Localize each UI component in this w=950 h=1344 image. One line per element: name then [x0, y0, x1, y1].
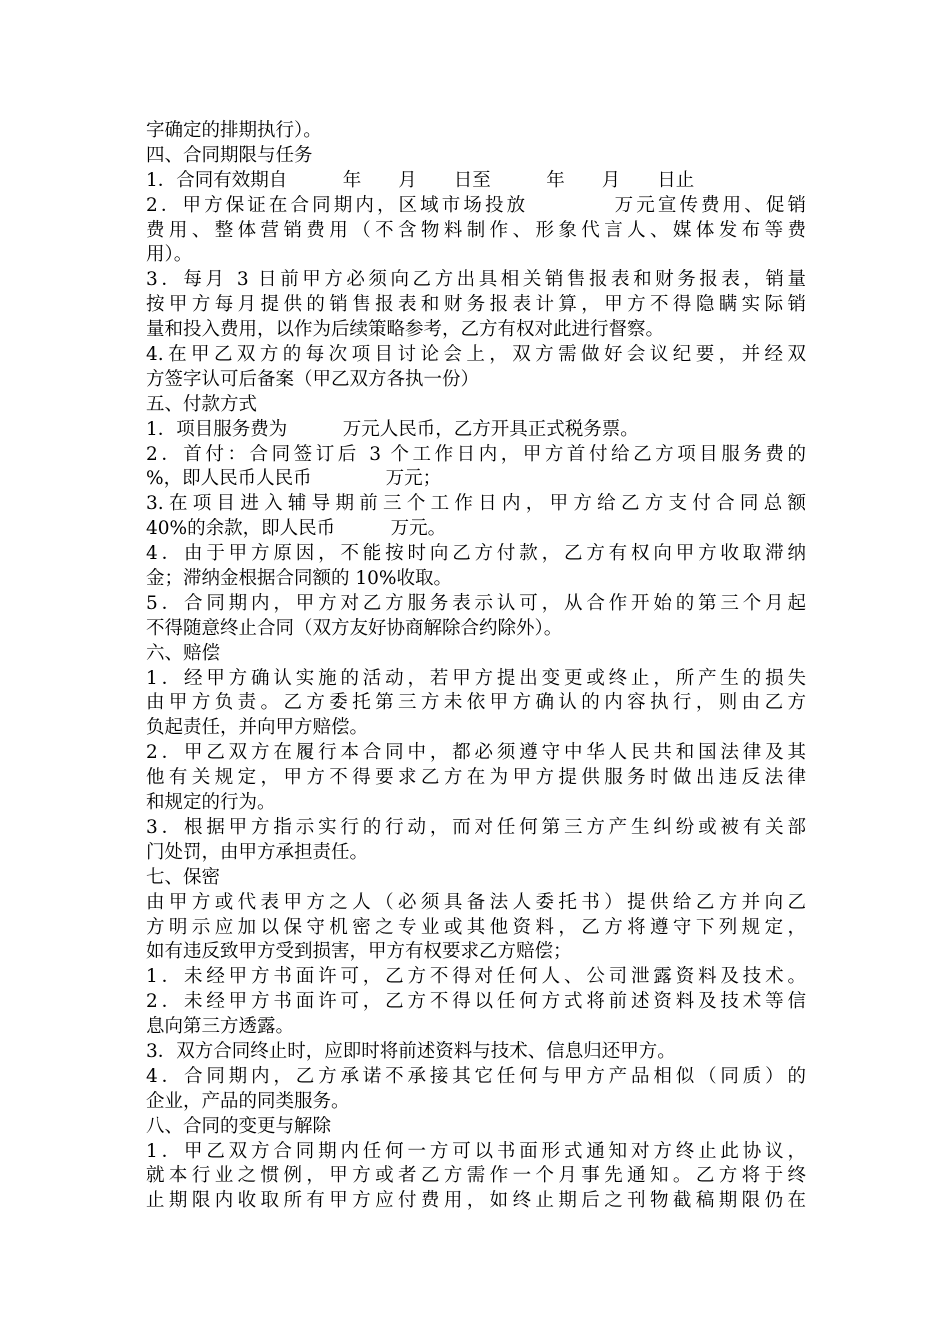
text-line: 4．合同期内，乙方承诺不承接其它任何与甲方产品相似（同质）的 [146, 1065, 806, 1087]
text-line: 3．每月 3 日前甲方必须向乙方出具相关销售报表和财务报表，销量 [146, 269, 806, 291]
text-line: 1．甲乙双方合同期内任何一方可以书面形式通知对方终止此协议， [146, 1140, 806, 1162]
text-line: 息向第三方透露。 [146, 1016, 295, 1038]
text-line: 4.在甲乙双方的每次项目讨论会上，双方需做好会议纪要，并经双 [146, 344, 806, 366]
text-line: 用）。 [146, 244, 193, 266]
text-line: 方明示应加以保守机密之专业或其他资料，乙方将遵守下列规定， [146, 916, 806, 938]
text-line: 方签字认可后备案（甲乙双方各执一份） [146, 368, 480, 390]
text-line: 门处罚，由甲方承担责任。 [146, 841, 369, 863]
text-line: 1．项目服务费为 万元人民币，乙方开具正式税务票。 [146, 418, 639, 440]
text-line: 1．未经甲方书面许可，乙方不得对任何人、公司泄露资料及技术。 [146, 966, 806, 988]
text-line: 字确定的排期执行）。 [146, 120, 322, 141]
text-line: 2．未经甲方书面许可，乙方不得以任何方式将前述资料及技术等信 [146, 991, 806, 1013]
section-heading: 四、合同期限与任务 [146, 144, 313, 166]
text-line: 2．甲乙双方在履行本合同中，都必须遵守中华人民共和国法律及其 [146, 742, 806, 764]
text-line: 他有关规定，甲方不得要求乙方在为甲方提供服务时做出违反法律 [146, 767, 806, 789]
text-line: 金；滞纳金根据合同额的 10%收取。 [146, 568, 453, 590]
text-line: 1．合同有效期自 年 月 日至 年 月 日止 [146, 169, 695, 191]
text-line: 按甲方每月提供的销售报表和财务报表计算，甲方不得隐瞒实际销 [146, 294, 806, 316]
section-heading: 五、付款方式 [146, 393, 258, 415]
text-line: 不得随意终止合同（双方友好协商解除合约除外）。 [146, 617, 563, 639]
text-line: 就本行业之惯例，甲方或者乙方需作一个月事先通知。乙方将于终 [146, 1165, 806, 1187]
text-line: 和规定的行为。 [146, 792, 276, 814]
text-line: 2．首付：合同签订后 3 个工作日内，甲方首付给乙方项目服务费的 [146, 443, 806, 465]
text-line: 2．甲方保证在合同期内，区域市场投放 万元宣传费用、促销 [146, 194, 806, 216]
section-heading: 七、保密 [146, 866, 221, 888]
text-line: %，即人民币人民币 万元； [146, 468, 442, 490]
document-page [146, 119, 806, 1214]
text-line: 4．由于甲方原因，不能按时向乙方付款，乙方有权向甲方收取滞纳 [146, 543, 806, 565]
text-line: 3.在项目进入辅导期前三个工作日内，甲方给乙方支付合同总额 [146, 493, 806, 515]
text-line: 量和投入费用，以作为后续策略参考，乙方有权对此进行督察。 [146, 319, 665, 341]
section-heading: 八、合同的变更与解除 [146, 1115, 332, 1137]
text-line: 由甲方负责。乙方委托第三方未依甲方确认的内容执行，则由乙方 [146, 692, 806, 714]
text-line: 3．双方合同终止时，应即时将前述资料与技术、信息归还甲方。 [146, 1040, 676, 1062]
text-line: 企业，产品的同类服务。 [146, 1090, 350, 1112]
text-line: 3．根据甲方指示实行的行动，而对任何第三方产生纠纷或被有关部 [146, 816, 806, 838]
text-line: 由甲方或代表甲方之人（必须具备法人委托书）提供给乙方并向乙 [146, 891, 806, 913]
text-line: 止期限内收取所有甲方应付费用，如终止期后之刊物截稿期限仍在 [146, 1190, 806, 1212]
text-line: 如有违反致甲方受到损害，甲方有权要求乙方赔偿； [146, 941, 572, 963]
section-heading: 六、赔偿 [146, 642, 221, 664]
text-line: 40%的余款，即人民币 万元。 [146, 518, 447, 540]
text-line: 5．合同期内，甲方对乙方服务表示认可，从合作开始的第三个月起 [146, 592, 806, 614]
text-line: 1．经甲方确认实施的活动，若甲方提出变更或终止，所产生的损失 [146, 667, 806, 689]
text-line: 负起责任，并向甲方赔偿。 [146, 717, 369, 739]
text-line: 费用、整体营销费用（不含物料制作、形象代言人、媒体发布等费 [146, 219, 806, 241]
